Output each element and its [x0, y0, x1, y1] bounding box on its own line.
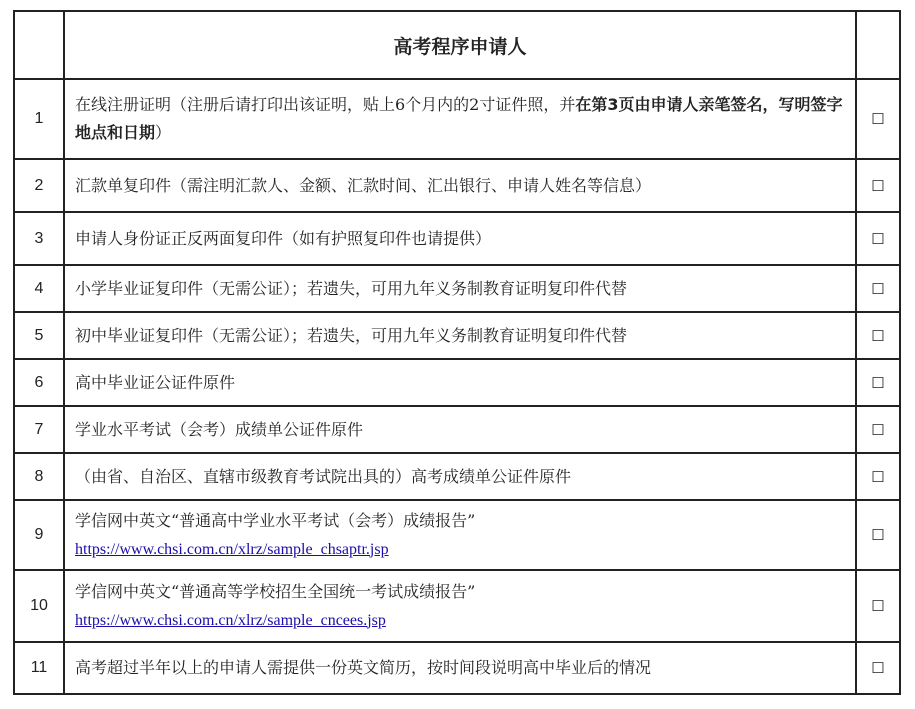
- table-row: [14, 406, 900, 453]
- table-row: [14, 212, 900, 265]
- row-text: [64, 570, 856, 642]
- checkbox[interactable]: ☐: [856, 212, 900, 265]
- row-number: 4: [14, 265, 64, 312]
- row-number: 3: [14, 212, 64, 265]
- checkbox[interactable]: ☐: [856, 406, 900, 453]
- row-text: 高中毕业证公证件原件: [64, 359, 856, 406]
- checkbox[interactable]: ☐: [856, 79, 900, 159]
- checkbox[interactable]: ☐: [856, 312, 900, 359]
- row-number: 5: [14, 312, 64, 359]
- table-row: [14, 265, 900, 312]
- table-row: [14, 312, 900, 359]
- row-text: 初中毕业证复印件（无需公证）；若遗失，可用九年义务制教育证明复印件代替: [64, 312, 856, 359]
- table-row: [14, 570, 900, 642]
- row-text: 汇款单复印件（需注明汇款人、金额、汇款时间、汇出银行、申请人姓名等信息）: [64, 159, 856, 212]
- header-num-cell: [14, 11, 64, 79]
- table-row: [14, 159, 900, 212]
- sample-report-link[interactable]: https://www.chsi.com.cn/xlrz/sample_chsaptr.jsp: [75, 540, 389, 558]
- table-title: 高考程序申请人: [64, 11, 856, 79]
- row-number: 2: [14, 159, 64, 212]
- row-text: 学业水平考试（会考）成绩单公证件原件: [64, 406, 856, 453]
- row-number: 1: [14, 79, 64, 159]
- row-text-tail: ）: [155, 123, 172, 142]
- row-text-plain: 学信网中英文“普通高中学业水平考试（会考）成绩报告”: [75, 510, 476, 530]
- requirements-table: [13, 10, 901, 695]
- header-box-cell: [856, 11, 900, 79]
- table-row: [14, 500, 900, 570]
- table-row: [14, 359, 900, 406]
- row-text: [64, 500, 856, 570]
- checkbox[interactable]: ☐: [856, 570, 900, 642]
- header-row: [14, 11, 900, 79]
- row-text-plain: 在线注册证明（注册后请打印出该证明，贴上6个月内的2寸证件照，并: [75, 95, 576, 114]
- row-text: 小学毕业证复印件（无需公证）；若遗失，可用九年义务制教育证明复印件代替: [64, 265, 856, 312]
- checkbox[interactable]: ☐: [856, 359, 900, 406]
- row-text-plain: 学信网中英文“普通高等学校招生全国统一考试成绩报告”: [75, 581, 476, 601]
- sample-report-link[interactable]: https://www.chsi.com.cn/xlrz/sample_cncees.jsp: [75, 611, 386, 629]
- row-text: [64, 79, 856, 159]
- row-text: 申请人身份证正反两面复印件（如有护照复印件也请提供）: [64, 212, 856, 265]
- checkbox[interactable]: ☐: [856, 642, 900, 694]
- row-text: （由省、自治区、直辖市级教育考试院出具的）高考成绩单公证件原件: [64, 453, 856, 500]
- row-number: 8: [14, 453, 64, 500]
- row-number: 11: [14, 642, 64, 694]
- row-number: 7: [14, 406, 64, 453]
- row-number: 10: [14, 570, 64, 642]
- row-text-bold: 在第3页由申请人亲笔签名，写明签字地点和日期: [75, 95, 843, 142]
- checkbox[interactable]: ☐: [856, 500, 900, 570]
- table-row: [14, 79, 900, 159]
- table-row: [14, 453, 900, 500]
- table-row: [14, 642, 900, 694]
- row-number: 9: [14, 500, 64, 570]
- row-text: 高考超过半年以上的申请人需提供一份英文简历，按时间段说明高中毕业后的情况: [64, 642, 856, 694]
- checkbox[interactable]: ☐: [856, 265, 900, 312]
- checkbox[interactable]: ☐: [856, 159, 900, 212]
- checkbox[interactable]: ☐: [856, 453, 900, 500]
- row-number: 6: [14, 359, 64, 406]
